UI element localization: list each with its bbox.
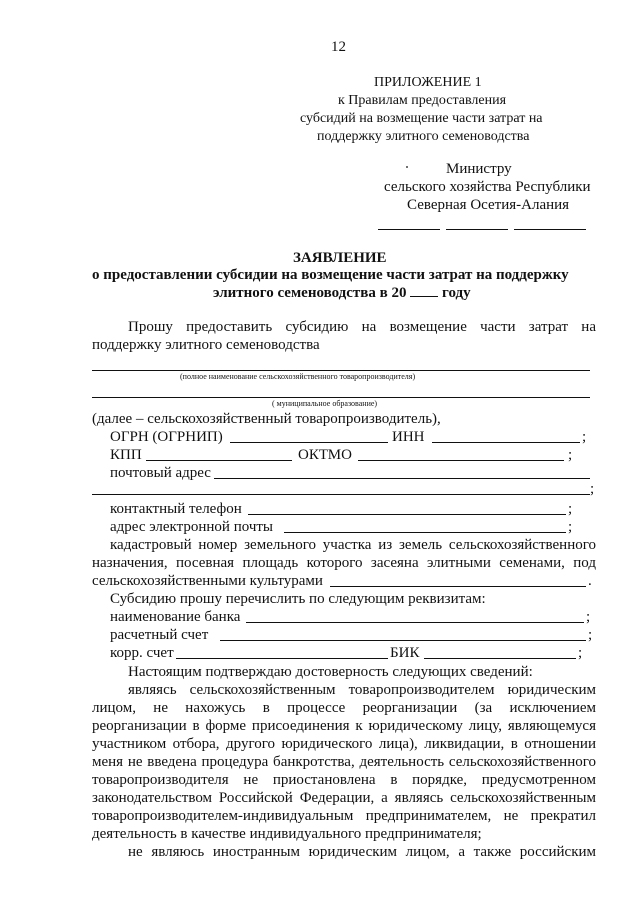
postal-field-line-2: [92, 494, 590, 495]
bank-label: наименование банка: [110, 609, 241, 625]
corr-account-label: корр. счет: [110, 645, 174, 661]
heading-year-suffix: году: [442, 285, 471, 301]
phone-semicolon: ;: [568, 501, 573, 517]
paragraph-1-line-3: реорганизации в форме присоединения к юридическому лицу, являющемуся: [92, 718, 596, 734]
email-field: [284, 532, 566, 533]
bank-field: [246, 622, 584, 623]
appendix-title: ПРИЛОЖЕНИЕ 1: [374, 75, 482, 90]
email-semicolon: ;: [568, 519, 573, 535]
account-label: расчетный счет: [110, 627, 209, 643]
requisites-text: Субсидию прошу перечислить по следующим реквизитам:: [110, 591, 486, 607]
paragraph-1-line-7: законодательством Российской Федерации, а являясь сельскохозяйственным: [92, 790, 596, 806]
signature-line-1: [378, 229, 440, 230]
document-title: ЗАЯВЛЕНИЕ: [293, 250, 387, 266]
cadastral-line-2: назначения, посевная площадь которого засеяна элитными семенами, под: [92, 555, 596, 571]
heading-year-prefix: элитного семеноводства в 20: [213, 285, 407, 301]
bik-field: [424, 658, 576, 659]
postal-label: почтовый адрес: [110, 465, 211, 481]
heading-line-2: [213, 284, 471, 302]
appendix-line-1: к Правилам предоставления: [338, 93, 507, 108]
oktmo-field: [358, 460, 564, 461]
year-blank: [410, 284, 438, 297]
addressee-line-1: Министру: [446, 161, 512, 177]
paragraph-1-line-4: участником отбора, другого юридического лица), ликвидации, в отношении: [92, 736, 596, 752]
paragraph-1-line-5: меня не введена процедура банкротства, деятельность сельскохозяйственного: [92, 754, 596, 770]
caption-company-name: (полное наименование сельскохозяйственного товаропроизводителя): [180, 372, 416, 381]
bik-label: БИК: [390, 645, 420, 661]
inn-field: [432, 442, 580, 443]
paragraph-1-line-9: деятельность в качестве индивидуального предпринимателя;: [92, 826, 482, 842]
appendix-line-3: поддержку элитного семеноводства: [317, 129, 530, 144]
paragraph-1-line-8: товаропроизводителем-индивидуальным предпринимателем, не прекратил: [92, 808, 596, 824]
email-label: адрес электронной почты: [110, 519, 274, 535]
cadastral-line-1: кадастровый номер земельного участка из земель сельскохозяйственного: [110, 537, 596, 553]
oktmo-semicolon: ;: [568, 447, 573, 463]
municipality-blank-line: [92, 397, 590, 398]
bank-semicolon: ;: [586, 609, 591, 625]
oktmo-label: ОКТМО: [298, 447, 352, 463]
name-blank-line: [92, 370, 590, 371]
postal-field: [214, 478, 590, 479]
signature-line-3: [514, 229, 586, 230]
page-number: 12: [331, 39, 346, 55]
crops-period: .: [588, 573, 592, 589]
confirm-text: Настоящим подтверждаю достоверность следующих сведений:: [128, 664, 533, 680]
paragraph-1-line-1: являясь сельскохозяйственным товаропроизводителем юридическим: [128, 682, 596, 698]
scan-speck: [406, 166, 408, 168]
phone-label: контактный телефон: [110, 501, 242, 517]
paragraph-1-line-2: лицом, не нахожусь в процессе реорганизации (за исключением: [92, 700, 596, 716]
phone-field: [248, 514, 566, 515]
kpp-label: КПП: [110, 447, 142, 463]
caption-municipality: ( муниципальное образование): [272, 399, 378, 408]
account-field: [220, 640, 586, 641]
bik-semicolon: ;: [578, 645, 583, 661]
addressee-line-2: сельского хозяйства Республики: [384, 179, 591, 195]
kpp-field: [146, 460, 292, 461]
hereinafter-text: (далее – сельскохозяйственный товаропроизводитель),: [92, 411, 441, 427]
paragraph-2-line-1: не являюсь иностранным юридическим лицом, а также российским: [128, 844, 596, 860]
appendix-line-2: субсидий на возмещение части затрат на: [300, 111, 543, 126]
crops-field: [330, 586, 586, 587]
inn-label: ИНН: [392, 429, 425, 445]
addressee-line-3: Северная Осетия-Алания: [407, 197, 570, 213]
signature-line-2: [446, 229, 508, 230]
request-line-1: Прошу предоставить субсидию на возмещение части затрат на: [128, 319, 596, 335]
ogrn-label: ОГРН (ОГРНИП): [110, 429, 223, 445]
request-line-2: поддержку элитного семеноводства: [92, 337, 320, 353]
corr-account-field: [176, 658, 388, 659]
paragraph-1-line-6: товаропроизводителя не приостановлена в порядке, предусмотренном: [92, 772, 596, 788]
account-semicolon: ;: [588, 627, 593, 643]
cadastral-line-3: сельскохозяйственными культурами: [92, 573, 323, 589]
inn-semicolon: ;: [582, 429, 587, 445]
postal-semicolon: ;: [590, 481, 595, 497]
heading-line-1: о предоставлении субсидии на возмещение части затрат на поддержку: [92, 267, 569, 283]
ogrn-field: [230, 442, 388, 443]
